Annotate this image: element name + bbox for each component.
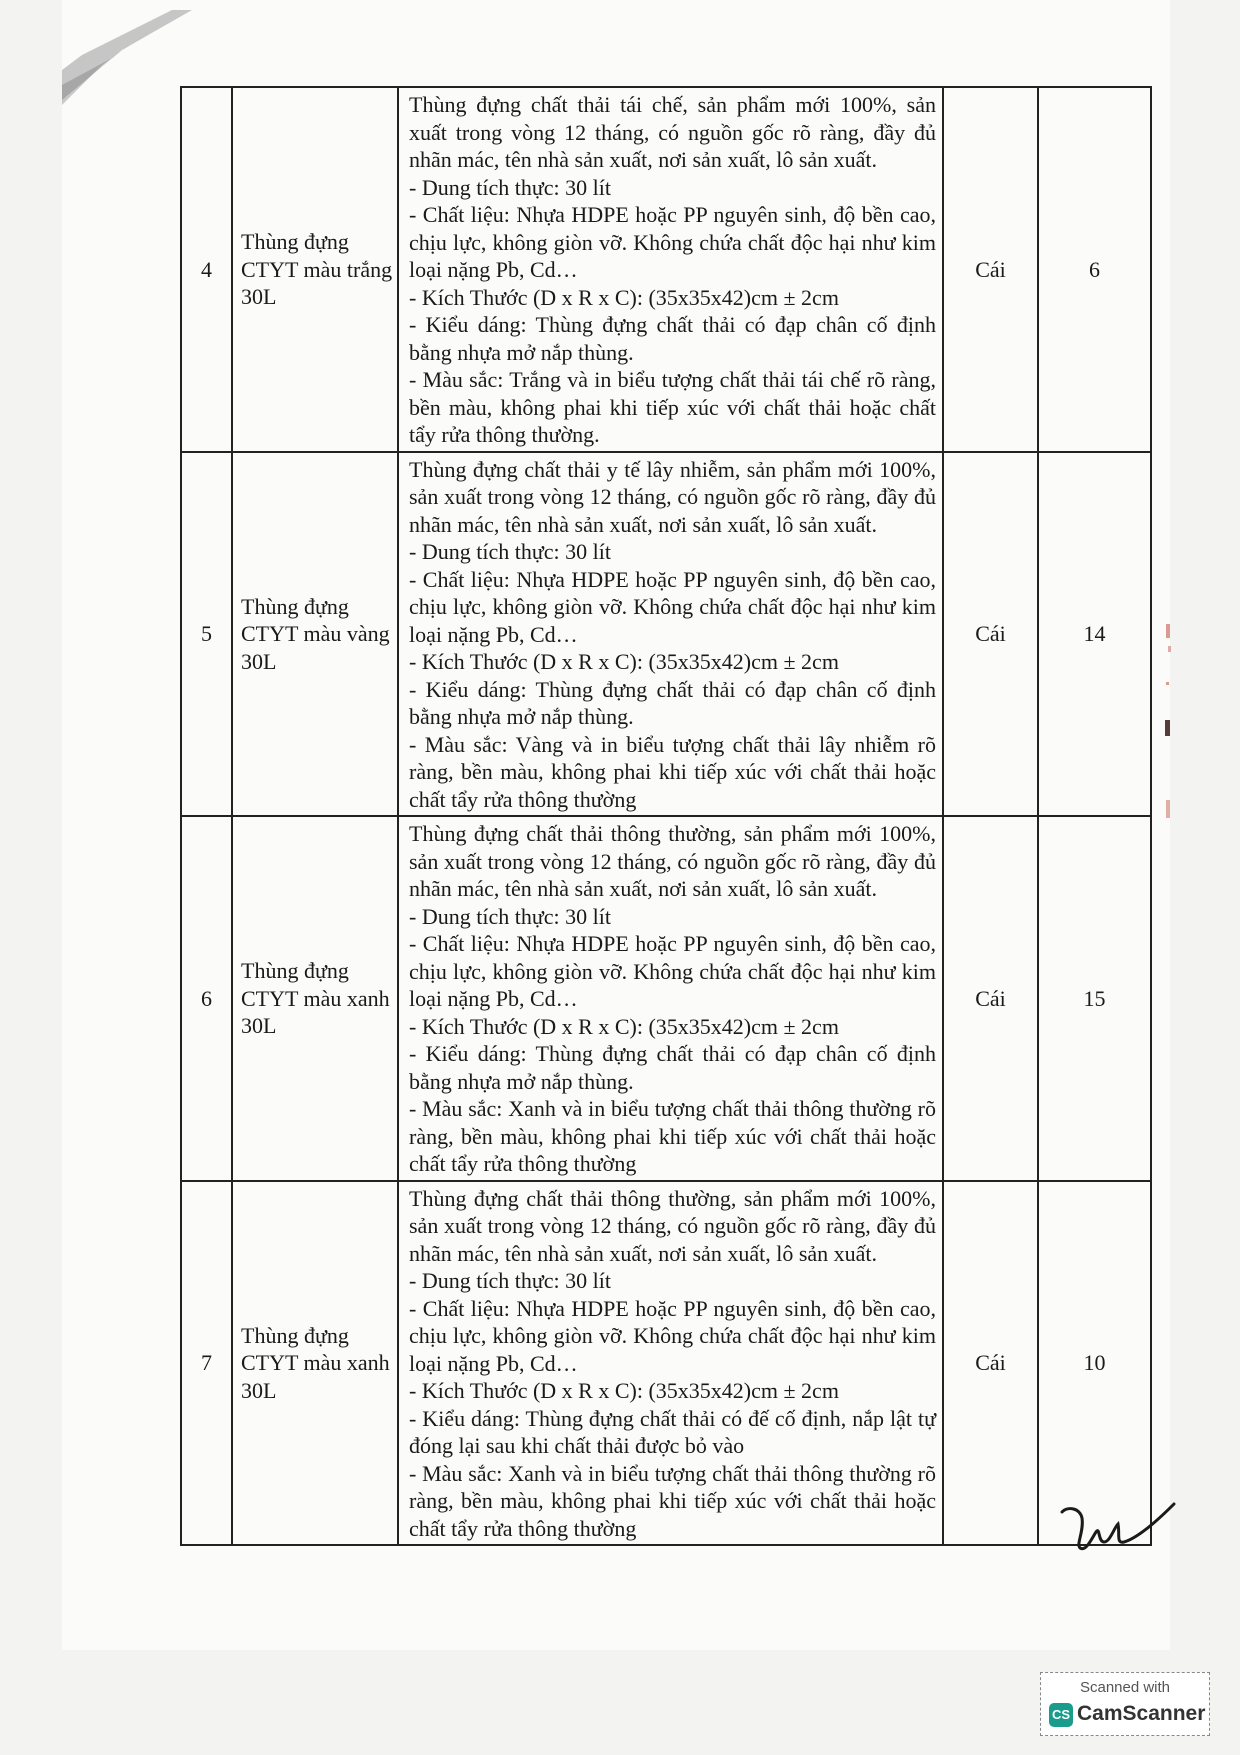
description-line: - Kiểu dáng: Thùng đựng chất thải có đạp chân cố định bằng nhựa mở nắp thùng. (409, 1041, 936, 1094)
description-line: - Kiểu dáng: Thùng đựng chất thải có đạp chân cố định bằng nhựa mở nắp thùng. (409, 312, 936, 365)
watermark-brand: CamScanner (1077, 1702, 1206, 1725)
margin-stamp-marks (1160, 620, 1180, 840)
description-line: - Dung tích thực: 30 lít (409, 539, 611, 564)
item-unit: Cái (943, 816, 1038, 1181)
description-line: - Dung tích thực: 30 lít (409, 174, 611, 200)
description-line: - Kích Thước (D x R x C): (35x35x42)cm ± 2cm (409, 284, 839, 310)
items-table (180, 86, 1152, 1546)
description-line: - Màu sắc: Xanh và in biểu tượng chất thải thông thường rõ ràng, bền màu, không phai khi tiếp xúc với chất thải hoặc chất tẩy rửa thông thường (409, 1096, 936, 1176)
item-name: Thùng đựng CTYT màu xanh 30L (232, 816, 398, 1181)
table-row (181, 816, 1151, 1181)
watermark-caption: Scanned with (1079, 1679, 1171, 1696)
description-line: - Kiểu dáng: Thùng đựng chất thải có đạp chân cố định bằng nhựa mở nắp thùng. (409, 676, 936, 729)
item-name: Thùng đựng CTYT màu trắng 30L (232, 87, 398, 452)
table-row (181, 1181, 1151, 1546)
camscanner-watermark (1040, 1672, 1210, 1736)
item-quantity: 10 (1038, 1181, 1151, 1546)
item-description (398, 452, 943, 817)
item-quantity: 15 (1038, 816, 1151, 1181)
description-line: - Kích Thước (D x R x C): (35x35x42)cm ± 2cm (409, 649, 839, 674)
item-description (398, 816, 943, 1181)
description-line: - Màu sắc: Xanh và in biểu tượng chất thải thông thường rõ ràng, bền màu, không phai khi tiếp xúc với chất thải hoặc chất tẩy rửa thông thường (409, 1460, 936, 1541)
item-unit: Cái (943, 452, 1038, 817)
item-name: Thùng đựng CTYT màu xanh 30L (232, 1181, 398, 1546)
row-number: 7 (181, 1181, 232, 1546)
description-line: - Kích Thước (D x R x C): (35x35x42)cm ± 2cm (409, 1013, 839, 1039)
item-name: Thùng đựng CTYT màu vàng 30L (232, 452, 398, 817)
description-line: - Chất liệu: Nhựa HDPE hoặc PP nguyên sinh, độ bền cao, chịu lực, không giòn vỡ. Không chứa chất độc hại như kim loại nặng Pb, Cd… (409, 1295, 936, 1376)
camscanner-logo-icon: CS (1049, 1703, 1073, 1727)
item-description (398, 87, 943, 452)
description-line: - Chất liệu: Nhựa HDPE hoặc PP nguyên sinh, độ bền cao, chịu lực, không giòn vỡ. Không chứa chất độc hại như kim loại nặng Pb, Cd… (409, 931, 936, 1011)
row-number: 6 (181, 816, 232, 1181)
description-line: Thùng đựng chất thải thông thường, sản phẩm mới 100%, sản xuất trong vòng 12 tháng, có nguồn gốc rõ ràng, đầy đủ nhãn mác, tên nhà sản xuất, nơi sản xuất, lô sản xuất. (409, 1185, 936, 1266)
handwritten-signature (1058, 1498, 1178, 1558)
row-number: 5 (181, 452, 232, 817)
item-unit: Cái (943, 87, 1038, 452)
description-line: Thùng đựng chất thải y tế lây nhiễm, sản phẩm mới 100%, sản xuất trong vòng 12 tháng, có nguồn gốc rõ ràng, đầy đủ nhãn mác, tên nhà sản xuất, nơi sản xuất, lô sản xuất. (409, 456, 936, 537)
table-row (181, 87, 1151, 452)
table-row (181, 452, 1151, 817)
description-line: - Màu sắc: Vàng và in biểu tượng chất thải lây nhiễm rõ ràng, bền màu, không phai khi tiếp xúc với chất thải hoặc chất tẩy rửa thông thường (409, 731, 936, 812)
item-quantity: 14 (1038, 452, 1151, 817)
item-unit: Cái (943, 1181, 1038, 1546)
description-line: - Dung tích thực: 30 lít (409, 903, 611, 929)
description-line: Thùng đựng chất thải tái chế, sản phẩm mới 100%, sản xuất trong vòng 12 tháng, có nguồn gốc rõ ràng, đầy đủ nhãn mác, tên nhà sản xuất, nơi sản xuất, lô sản xuất. (409, 92, 936, 172)
description-line: - Màu sắc: Trắng và in biểu tượng chất thải tái chế rõ ràng, bền màu, không phai khi tiếp xúc với chất thải hoặc chất tẩy rửa thông thường. (409, 367, 936, 447)
description-line: - Dung tích thực: 30 lít (409, 1268, 611, 1293)
description-line: - Kiểu dáng: Thùng đựng chất thải có đế cố định, nắp lật tự đóng lại sau khi chất thải được bỏ vào (409, 1405, 936, 1458)
item-quantity: 6 (1038, 87, 1151, 452)
item-description (398, 1181, 943, 1546)
description-line: - Chất liệu: Nhựa HDPE hoặc PP nguyên sinh, độ bền cao, chịu lực, không giòn vỡ. Không chứa chất độc hại như kim loại nặng Pb, Cd… (409, 202, 936, 282)
description-line: Thùng đựng chất thải thông thường, sản phẩm mới 100%, sản xuất trong vòng 12 tháng, có nguồn gốc rõ ràng, đầy đủ nhãn mác, tên nhà sản xuất, nơi sản xuất, lô sản xuất. (409, 821, 936, 901)
page-corner-shadow (62, 10, 192, 120)
description-line: - Chất liệu: Nhựa HDPE hoặc PP nguyên sinh, độ bền cao, chịu lực, không giòn vỡ. Không chứa chất độc hại như kim loại nặng Pb, Cd… (409, 566, 936, 647)
row-number: 4 (181, 87, 232, 452)
description-line: - Kích Thước (D x R x C): (35x35x42)cm ± 2cm (409, 1378, 839, 1403)
